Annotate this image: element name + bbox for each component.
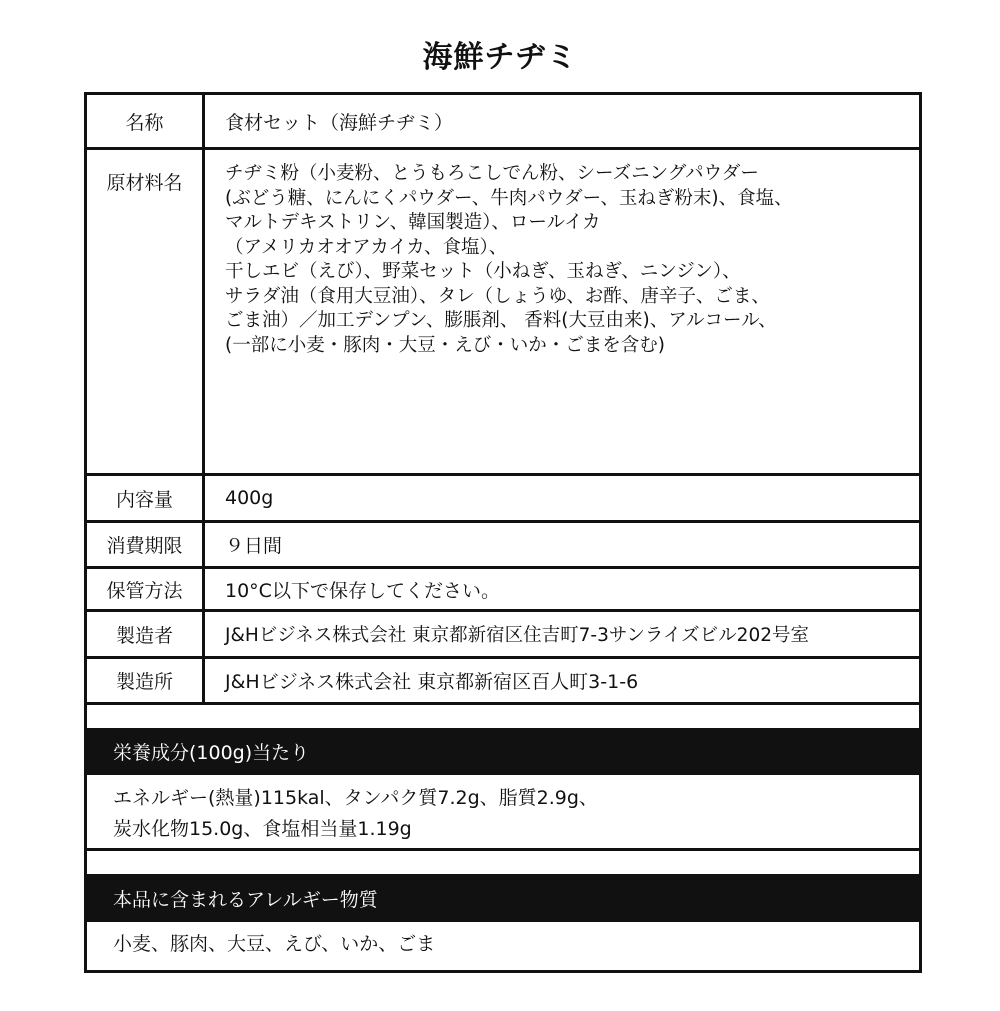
row-name — [87, 95, 919, 150]
ingredients-line: (ぶどう糖、にんにくパウダー、牛肉パウダー、玉ねぎ粉末)、食塩、 — [225, 187, 793, 209]
label-table — [84, 92, 922, 973]
row-factory — [87, 659, 919, 705]
nutrition-section — [87, 775, 919, 851]
allergens-heading: 本品に含まれるアレルギー物質 — [87, 874, 919, 922]
ingredients-line: (一部に小麦・豚肉・大豆・えび・いか・ごまを含む) — [225, 334, 665, 356]
nutrition-heading: 栄養成分(100g)当たり — [87, 728, 919, 775]
ingredients-line: チヂミ粉（小麦粉、とうもろこしでん粉、シーズニングパウダー — [225, 163, 759, 184]
allergens-line: 小麦、豚肉、大豆、えび、いか、ごま — [113, 933, 436, 955]
nutrition-text — [87, 783, 919, 845]
row-label: 製造所 — [87, 659, 205, 702]
row-value: J&Hビジネス株式会社 東京都新宿区住吉町7-3サンライズビル202号室 — [225, 625, 809, 646]
row-value: J&Hビジネス株式会社 東京都新宿区百人町3-1-6 — [225, 671, 639, 693]
row-label: 原材料名 — [87, 150, 205, 473]
row-label: 名称 — [87, 95, 205, 147]
ingredients-line: マルトデキストリン、韓国製造）、ロールイカ — [225, 212, 601, 233]
ingredients-line: サラダ油（食用大豆油）、タレ（しょうゆ、お酢、唐辛子、ごま、 — [225, 285, 770, 307]
row-expiry — [87, 523, 919, 569]
ingredients-line: （アメリカオオアカイカ、食塩）、 — [225, 236, 508, 258]
row-value: 食材セット（海鮮チヂミ） — [225, 111, 454, 134]
row-label: 保管方法 — [87, 569, 205, 609]
ingredients-list — [205, 150, 919, 473]
row-contents — [87, 476, 919, 523]
row-label: 内容量 — [87, 476, 205, 520]
row-label: 製造者 — [87, 612, 205, 656]
allergens-section — [87, 922, 919, 970]
ingredients-line: ごま油）／加工デンプン、膨脹剤、 香料(大豆由来)、アルコール、 — [225, 310, 777, 331]
row-ingredients — [87, 150, 919, 476]
page-title: 海鮮チヂミ — [422, 40, 578, 75]
row-value: 10°C以下で保存してください。 — [225, 579, 500, 602]
row-value: 400g — [225, 487, 274, 509]
ingredients-line: 干しエビ（えび）、野菜セット（小ねぎ、玉ねぎ、ニンジン）、 — [225, 261, 741, 282]
nutrition-line: 炭水化物15.0g、食塩相当量1.19g — [113, 818, 412, 840]
row-manufacturer — [87, 612, 919, 659]
allergens-text — [87, 929, 919, 960]
row-label: 消費期限 — [87, 523, 205, 566]
row-value: ９日間 — [225, 535, 283, 557]
row-storage — [87, 569, 919, 612]
nutrition-line: エネルギー(熱量)115kal、タンパク質7.2g、脂質2.9g、 — [113, 787, 598, 809]
